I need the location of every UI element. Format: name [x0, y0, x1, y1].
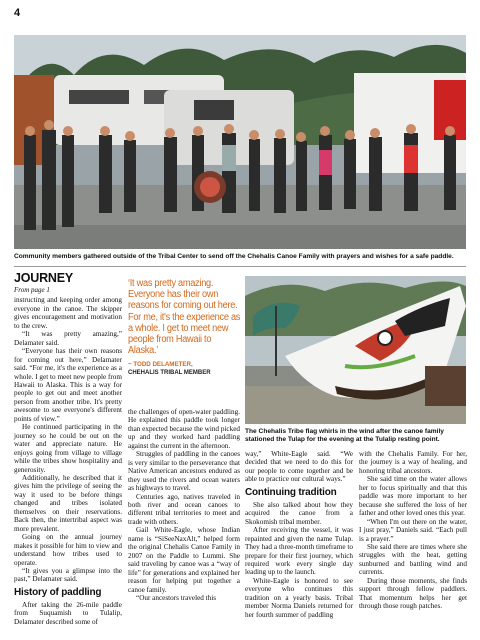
article-column-1: [14, 272, 122, 626]
pull-quote-role: CHEHALIS TRIBAL MEMBER: [128, 370, 211, 377]
paragraph: After receiving the vessel, it was repainted and given the name Tulap. They had a three-month timeframe to prepare for their first journey, which required work every single day leading up to the launch.: [245, 526, 353, 577]
community-gathering-photo: [14, 35, 466, 249]
paragraph: “Our ancestors traveled this: [136, 593, 217, 602]
subhead-history: History of paddling: [14, 586, 102, 598]
page-number: 4: [14, 7, 21, 19]
subhead-continuing-tradition: Continuing tradition: [245, 486, 337, 498]
pull-quote: [128, 278, 240, 377]
top-photo-caption: Community members gathered outside of the Tribal Center to send off the Chehalis Canoe Family with prayers and wishes for a safe paddle.: [14, 253, 454, 260]
paragraph: Struggles of paddling in the canoes is very similar to the perseverance that Native American ancestors endured as they used the rivers and ocean waters as highways to travel.: [128, 450, 240, 493]
paragraph: After taking the 26-mile paddle from Suquamish to Tulalip, Delamater described some of: [14, 600, 122, 626]
paragraph: “Everyone has their own reasons for coming out here,” Delamater said. “For me, it's the experience as a whole. I get to meet new people from Hawaii to Alaska. This is a way for people to get out and meet another person from another tribe. It's pretty awesome to see everyone's different points of view.”: [14, 347, 122, 423]
article-headline: JOURNEY: [14, 271, 74, 285]
article-column-2: [128, 408, 240, 602]
paragraph: During those moments, she finds support through fellow paddlers. That momentum helps her get through those rough patches.: [359, 576, 467, 611]
article-column-3: [245, 450, 353, 619]
paragraph: Centuries ago, natives traveled in both river and ocean canoes to different tribal territories to meet and trade with others.: [128, 492, 240, 526]
paragraph: “It was pretty amazing,” Delamater said.: [14, 330, 122, 347]
pull-quote-attribution: ~ TODD DELAMETER,: [128, 361, 193, 369]
paragraph: Gail White-Eagle, whose Indian name is “SiSeeNaxAlt,” helped form the original Chehalis Canoe Family in 2007 on the Paddle to Lummi. She said traveling by canoe was a “way of life” for generations and explained her reason for helping put together a canoe family.: [128, 526, 240, 594]
paragraph: He continued participating in the journey so he could be out on the water and appreciate nature. He enjoys going from village to village while the tribes show hospitality and generosity.: [14, 423, 122, 474]
canoe-flag-photo: [245, 276, 466, 424]
paragraph: Going on the annual journey makes it possible for him to view and understand how tribes used to operate.: [14, 533, 122, 567]
paragraph: the challenges of open-water paddling. He explained this paddle took longer than expected because the wind picked up and they worked hard paddling against the current in the afternoon.: [128, 408, 240, 450]
paragraph: She said there are times where she struggles with the heat, getting sunburned and battling wind and currents.: [359, 542, 467, 577]
paragraph: “It gives you a glimpse into the past,” Delamater said.: [14, 566, 122, 584]
article-column-4: [359, 450, 467, 611]
paragraph: “When I'm out there on the water, I just pray,” Daniels said. “Each pull is a prayer.”: [359, 517, 467, 543]
paragraph: She also talked about how they acquired the canoe from a Skokomish tribal member.: [245, 500, 353, 526]
right-photo-caption: The Chehalis Tribe flag whirls in the wind after the canoe family stationed the Tulap for the evening at the Tulalip resting point.: [245, 428, 444, 444]
pull-quote-text: ‘It was pretty amazing. Everyone has their own reasons for coming out here. For me, it's the experience as a whole. I get to meet new people from Hawaii to Alaska.’: [128, 278, 241, 357]
paragraph: instructing and keeping order among everyone in the canoe. The skipper gives encouragement and motivation to the crew.: [14, 296, 122, 330]
section-divider: [14, 266, 466, 267]
paragraph: with the Chehalis Family. For her, the journey is a way of healing, and honoring tribal ancestors.: [359, 450, 467, 475]
paragraph: White-Eagle is honored to see everyone who continues this tradition on a yearly basis. Tribal member Norma Daniels returned for her fourth summer of paddling: [245, 576, 353, 619]
paragraph: She said time on the water allows her to focus spiritually and that this paddle was more important to her because she suffered the loss of her father and other loved ones this year.: [359, 475, 467, 518]
paragraph: way,” White-Eagle said. “We decided that we need to do this for our people to come together and be able to practice our cultural ways.”: [245, 450, 353, 484]
paragraph: Additionally, he described that it gives him the privilege of seeing the way it used to be before things changed and tribes isolated themselves on their reservations. Back then, the intertribal aspect was more prevalent.: [14, 473, 122, 533]
from-page-label: From page 1: [14, 286, 50, 294]
